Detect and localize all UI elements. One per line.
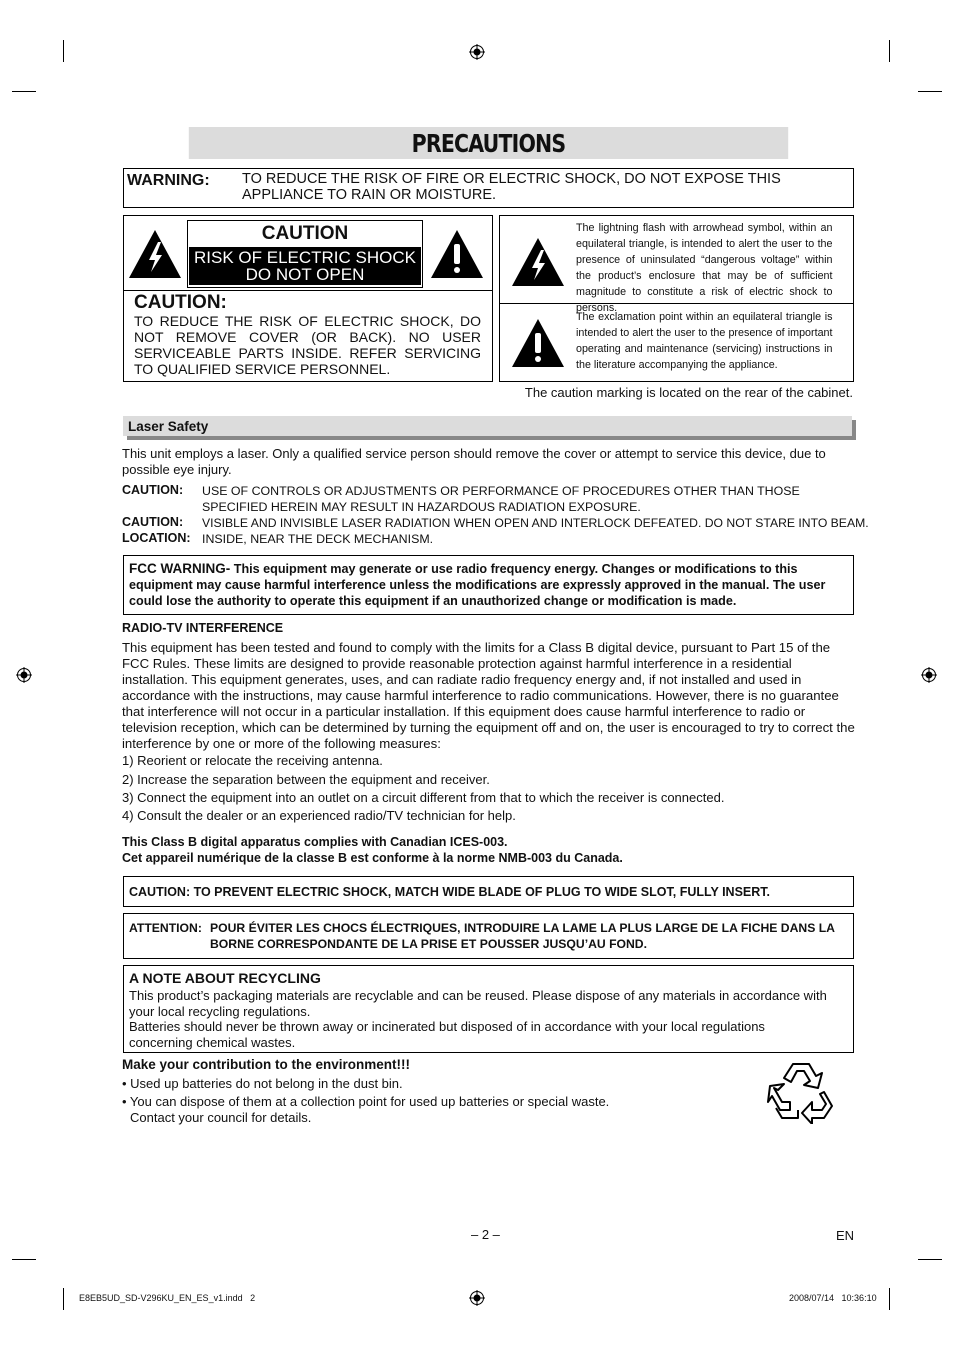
canada-ices-fr: Cet appareil numérique de la classe B est conforme à la norme NMB-003 du Canada.: [122, 851, 623, 865]
environment-bullet-1: • Used up batteries do not belong in the dust bin.: [122, 1076, 403, 1091]
radio-tv-measure-3: 3) Connect the equipment into an outlet on a circuit different from that to which the receiver is connected.: [122, 790, 725, 805]
crop-mark: [12, 91, 36, 92]
exclamation-warning-icon: [429, 228, 485, 280]
canada-ices-en: This Class B digital apparatus complies with Canadian ICES-003.: [122, 835, 508, 849]
symbols-box: [499, 215, 854, 382]
recycling-box: [123, 965, 854, 1053]
caution-text: TO REDUCE THE RISK OF ELECTRIC SHOCK, DO NOT REMOVE COVER (OR BACK). NO USER SERVICEABLE PARTS INSIDE. REFER SERVICING TO QUALIFIED SERVICE PERSONNEL.: [134, 313, 481, 377]
attention-box: [123, 913, 854, 959]
caution-label-title: CAUTION: [261, 223, 349, 244]
radio-tv-heading: RADIO-TV INTERFERENCE: [122, 621, 284, 635]
environment-bullet-2: • You can dispose of them at a collection point for used up batteries or special waste.: [122, 1094, 610, 1109]
file-name: E8EB5UD_SD-V296KU_EN_ES_v1.indd 2: [79, 1293, 256, 1303]
fcc-warning-label: FCC WARNING-: [129, 561, 231, 576]
laser-caution-text-2: VISIBLE AND INVISIBLE LASER RADIATION WHEN OPEN AND INTERLOCK DEFEATED. DO NOT STARE INTO BEAM.: [202, 516, 869, 530]
laser-caution-label-2: CAUTION:: [122, 515, 184, 529]
registration-mark-icon: [469, 1290, 485, 1306]
caution-label: [187, 220, 423, 288]
crop-mark: [918, 91, 942, 92]
crop-mark: [63, 40, 64, 62]
environment-heading: Make your contribution to the environment!!!: [122, 1057, 411, 1072]
registration-mark-icon: [921, 667, 937, 683]
caution-label-risk: [189, 247, 421, 285]
caution-heading: CAUTION:: [134, 292, 227, 313]
plug-caution-box: [123, 876, 854, 907]
crop-mark: [12, 1259, 36, 1260]
warning-text: TO REDUCE THE RISK OF FIRE OR ELECTRIC SHOCK, DO NOT EXPOSE THIS APPLIANCE TO RAIN OR MOISTURE.: [242, 171, 781, 203]
lightning-warning-icon: [509, 236, 567, 288]
laser-safety-heading: Laser Safety: [123, 416, 852, 436]
page-title: PRECAUTIONS: [189, 127, 788, 159]
page-number: – 2 –: [471, 1227, 500, 1242]
laser-caution-text-1: USE OF CONTROLS OR ADJUSTMENTS OR PERFORMANCE OF PROCEDURES OTHER THAN THOSE SPECIFIED HEREIN MAY RESULT IN HAZARDOUS RADIATION EXPOSURE.: [202, 484, 800, 514]
laser-caution-label-1: CAUTION:: [122, 483, 184, 497]
crop-mark: [889, 40, 890, 62]
recycle-icon: [766, 1058, 836, 1124]
attention-line2: BORNE CORRESPONDANTE DE LA PRISE ET POUSSER JUSQU’AU FOND.: [210, 937, 647, 951]
radio-tv-measure-4: 4) Consult the dealer or an experienced radio/TV technician for help.: [122, 808, 516, 823]
radio-tv-measure-2: 2) Increase the separation between the equipment and receiver.: [122, 772, 490, 787]
caution-label-area: [124, 216, 492, 291]
registration-mark-icon: [469, 44, 485, 60]
environment-bullet-2-cont: Contact your council for details.: [130, 1110, 312, 1125]
exclamation-warning-icon: [509, 317, 567, 369]
lightning-warning-icon: [127, 228, 183, 280]
caution-label-line2: DO NOT OPEN: [245, 265, 365, 284]
warning-box: [123, 168, 854, 208]
caution-box: [123, 215, 493, 382]
fcc-warning-body: This equipment may generate or use radio frequency energy. Changes or modifications to this equipment may cause harmful interference unless the modifications are expressly approved in the manual. The user could lose the authority to operate this equipment if an unauthorized change or modification is made.: [129, 562, 826, 608]
fcc-warning-text: [129, 561, 845, 609]
attention-line1: POUR ÉVITER LES CHOCS ÉLECTRIQUES, INTRODUIRE LA LAME LA PLUS LARGE DE LA FICHE DANS LA: [210, 921, 835, 935]
timestamp: 2008/07/14 10:36:10: [789, 1293, 877, 1303]
exclamation-symbol-text: The exclamation point within an equilateral triangle is intended to alert the user to the presence of important operating and maintenance (servicing) instructions in the literature accompanying the appliance.: [576, 311, 833, 371]
laser-location-text: INSIDE, NEAR THE DECK MECHANISM.: [202, 532, 434, 546]
recycling-heading: A NOTE ABOUT RECYCLING: [129, 970, 321, 986]
plug-caution-text: CAUTION: TO PREVENT ELECTRIC SHOCK, MATCH WIDE BLADE OF PLUG TO WIDE SLOT, FULLY INSERT.: [129, 885, 770, 899]
recycling-p1: This product’s packaging materials are recyclable and can be reused. Please dispose of any materials in accordance with your local recycling regulations.: [129, 988, 827, 1019]
radio-tv-body: This equipment has been tested and found to comply with the limits for a Class B digital device, pursuant to Part 15 of the FCC Rules. These limits are designed to provide reasonable protection against harmful interference in a residential installation. This equipment generates, uses, and can radiate radio frequency energy and, if not installed and used in accordance with the instructions, may cause harmful interference to radio communications. However, there is no guarantee that interference will not occur in a particular installation. If this equipment does cause harmful interference to radio or television reception, which can be determined by turning the equipment off and on, the user is encouraged to try to correct the interference by one or more of the following measures:: [122, 640, 855, 751]
warning-label: WARNING:: [127, 172, 210, 189]
lightning-symbol-text: The lightning flash with arrowhead symbol, within an equilateral triangle, is intended to alert the user to the presence of uninsulated “dangerous voltage” within the product’s enclosure that may be of sufficient magnitude to constitute a risk of electric shock to persons.: [576, 222, 833, 314]
language-code: EN: [836, 1228, 855, 1243]
laser-location-label: LOCATION:: [122, 531, 191, 545]
registration-mark-icon: [16, 667, 32, 683]
crop-mark: [889, 1288, 890, 1310]
crop-mark: [63, 1288, 64, 1310]
laser-intro: This unit employs a laser. Only a qualified service person should remove the cover or attempt to service this device, due to possible eye injury.: [122, 446, 826, 477]
caution-label-line1: RISK OF ELECTRIC SHOCK: [194, 248, 416, 267]
cabinet-note: The caution marking is located on the rear of the cabinet.: [524, 385, 853, 400]
divider: [500, 303, 853, 304]
recycling-p2: Batteries should never be thrown away or incinerated but disposed of in accordance with your local regulations concerning chemical wastes.: [129, 1019, 765, 1050]
radio-tv-measure-1: 1) Reorient or relocate the receiving antenna.: [122, 753, 383, 768]
fcc-warning-box: [123, 555, 854, 615]
attention-label: ATTENTION:: [129, 921, 202, 935]
crop-mark: [918, 1259, 942, 1260]
